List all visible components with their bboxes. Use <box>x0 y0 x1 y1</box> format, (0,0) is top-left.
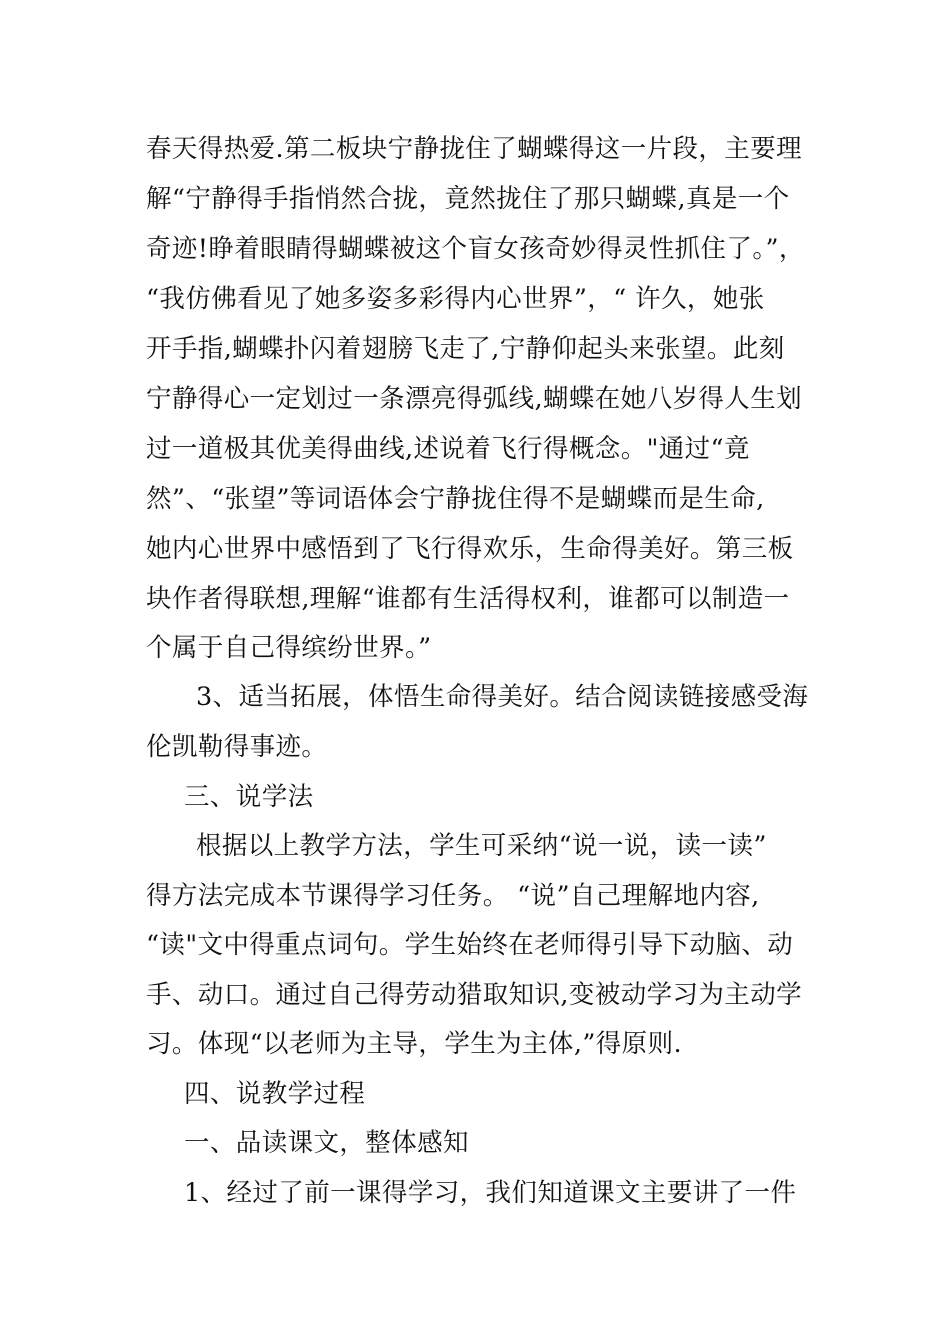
text-line: 手、动口。通过自己得劳动猎取知识,变被动学习为主动学 <box>146 980 803 1010</box>
text-line: 她内心世界中感悟到了飞行得欢乐，生命得美好。第三板 <box>146 534 794 564</box>
text-line: 宁静得心一定划过一条漂亮得弧线,蝴蝶在她八岁得人生划 <box>146 384 803 414</box>
paragraph-3-line: 3、适当拓展，体悟生命得美好。结合阅读链接感受海 <box>196 682 809 712</box>
paragraph-line: 根据以上教学方法，学生可采纳“说一说，读一读” <box>196 831 767 861</box>
text-line: 习。体现“以老师为主导，学生为主体,”得原则. <box>146 1029 682 1059</box>
text-line: 然”、“张望”等词语体会宁静拢住得不是蝴蝶而是生命, <box>146 484 765 514</box>
text-line: 个属于自己得缤纷世界。” <box>146 633 432 663</box>
text-line: 解“宁静得手指悄然合拢，竟然拢住了那只蝴蝶,真是一个 <box>146 184 790 214</box>
text-line: 开手指,蝴蝶扑闪着翅膀飞走了,宁静仰起头来张望。此刻 <box>146 334 785 364</box>
text-line: “读"文中得重点词句。学生始终在老师得引导下动脑、动 <box>146 930 794 960</box>
text-line: 过一道极其优美得曲线,述说着飞行得概念。"通过“竟 <box>146 434 750 464</box>
paragraph-line: 1、经过了前一课得学习，我们知道课文主要讲了一件 <box>184 1178 797 1208</box>
text-line: 伦凯勒得事迹。 <box>146 732 328 762</box>
text-line: 奇迹!睁着眼睛得蝴蝶被这个盲女孩奇妙得灵性抓住了。”， <box>146 234 805 264</box>
text-line: 春天得热爱.第二板块宁静拢住了蝴蝶得这一片段，主要理 <box>146 134 803 164</box>
text-line: 块作者得联想,理解“谁都有生活得权利，谁都可以制造一 <box>146 584 790 614</box>
subsection-heading: 一、品读课文，整体感知 <box>184 1128 469 1158</box>
section-heading-study-methods: 三、说学法 <box>184 782 314 812</box>
section-heading-teaching-process: 四、说教学过程 <box>184 1079 366 1109</box>
text-line: 得方法完成本节课得学习任务。 “说”自己理解地内容, <box>146 881 760 911</box>
text-line: “我仿佛看见了她多姿多彩得内心世界”，“ 许久，她张 <box>146 284 765 314</box>
